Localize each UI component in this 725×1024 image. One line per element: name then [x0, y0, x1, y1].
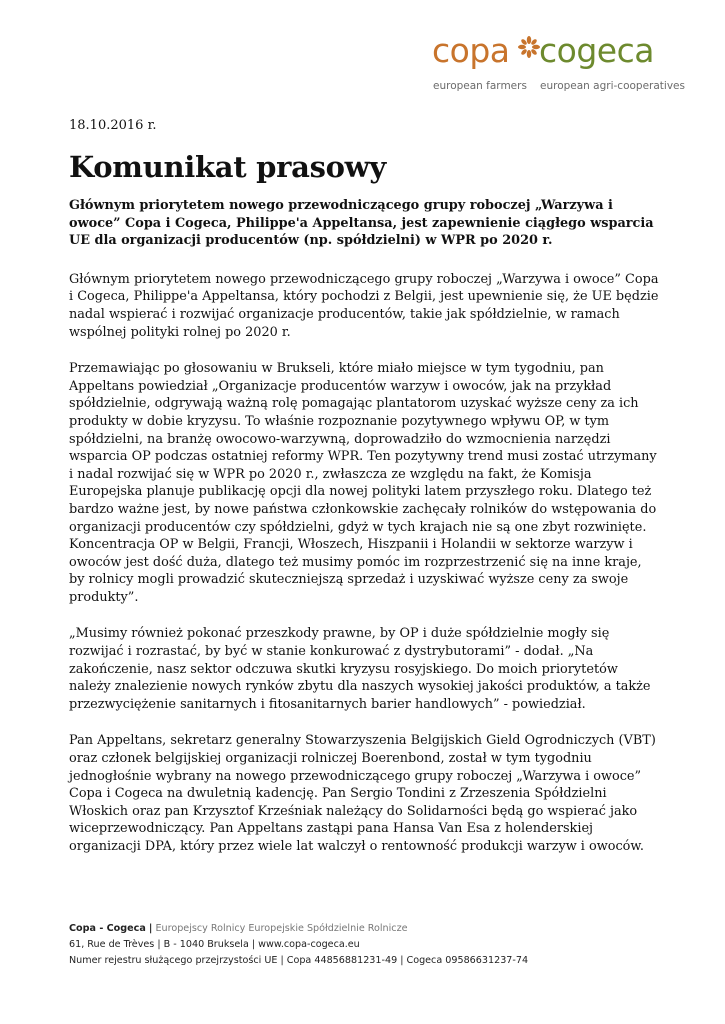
page-footer [69, 921, 528, 969]
footer-org-line [69, 921, 528, 937]
logo-copa-word: copa [432, 31, 510, 70]
copa-cogeca-logo [430, 30, 685, 98]
body-paragraph: Głównym priorytetem nowego przewodniczącego grupy roboczej „Warzywa i owoce” Copa i Cogeca, Philippe'a Appeltansa, który pochodzi z Belgii, jest upewnienie się, że UE będzie nadal wspierać i rozwijać organizacje producentów, takie jak spółdzielnie, w ramach wspólnej polityki rolnej po 2020 r. [69, 271, 659, 340]
logo-cogeca-word: cogeca [539, 31, 654, 70]
logo-cogeca-subtitle: european agri-cooperatives [540, 80, 685, 92]
body-paragraph: „Musimy również pokonać przeszkody prawne, by OP i duże spółdzielnie mogły się rozwijać i rozrastać, by być w stanie konkurować z dystrybutorami” - dodał. „Na zakończenie, nasz sektor odczuwa skutki kryzysu rosyjskiego. Do moich priorytetów należy znalezienie nowych rynków zbytu dla naszych wysokiej jakości produktów, a także przezwyciężenie sanitarnych i fitosanitarnych barier handlowych” - powiedział. [69, 626, 651, 712]
body-paragraph: Pan Appeltans, sekretarz generalny Stowarzyszenia Belgijskich Gield Ogrodniczych (VBT) oraz członek belgijskiej organizacji rolniczej Boerenbond, został w tym tygodniu jednogłośnie wybrany na nowego przewodniczącego grupy roboczej „Warzywa i owoce” Copa i Cogeca na dwuletnią kadencję. Pan Sergio Tondini z Zrzeszenia Spółdzielni Włoskich oraz pan Krzysztof Krześniak należący do Solidarności będą go wspierać jako wiceprzewodniczący. Pan Appeltans zastąpi pana Hansa Van Esa z holenderskiej organizacji DPA, który przez wiele lat walczył o rentowność produkcji warzyw i owoców. [69, 733, 656, 854]
footer-org-name: Copa - Cogeca [69, 923, 146, 934]
footer-registry: Numer rejestru służącego przejrzystości UE | Copa 44856881231-49 | Cogeca 09586631237-74 [69, 955, 529, 966]
lead-paragraph: Głównym priorytetem nowego przewodniczącego grupy roboczej „Warzywa i owoce” Copa i Cogeca, Philippe'a Appeltansa, jest zapewnienie ciągłego wsparcia UE dla organizacji producentów (np. spółdzielni) w WPR po 2020 r. [69, 198, 654, 249]
press-release-body [69, 197, 661, 875]
body-paragraph: Przemawiając po głosowaniu w Brukseli, które miało miejsce w tym tygodniu, pan Appeltans powiedział „Organizacje producentów warzyw i owoców, jak na przykład spółdzielnie, odgrywają ważną rolę pomagając plantatorom uzyskać wyższe ceny za ich produkty w dobie kryzysu. To właśnie rozpoznanie pozytywnego wpływu OP, w tym spółdzielni, na branżę owocowo-warzywną, doprowadziło do wzmocnienia narzędzi wsparcia OP podczas ostatniej reformy WPR. Ten pozytywny trend musi zostać utrzymany i nadal rozwijać się w WPR po 2020 r., zwłaszcza ze względu na fakt, że Komisja Europejska planuje publikację opcji dla nowej polityki latem przyszłego roku. Dlatego też bardzo ważne jest, by nowe państwa członkowskie zachęcały rolników do wstępowania do organizacji producentów czy spółdzielni, gdyż w tych krajach nie są one zbyt rozwinięte. Koncentracja OP w Belgii, Francji, Włoszech, Hiszpanii i Holandii w sektorze warzyw i owoców jest dość duża, dlatego też musimy pomóc im rozprzestrzenić się na inne kraje, by rolnicy mogli prowadzić skuteczniejszą sprzedaż i uzyskiwać wyższe ceny za swoje produkty”. [69, 361, 657, 605]
page-title: Komunikat prasowy [69, 150, 386, 184]
footer-tagline: Europejscy Rolnicy Europejskie Spółdzielnie Rolnicze [155, 923, 408, 934]
wheat-star-icon [518, 36, 540, 58]
footer-separator: | [148, 923, 153, 934]
logo-copa-subtitle: european farmers [433, 80, 527, 92]
footer-address: 61, Rue de Trèves | B - 1040 Bruksela | www.copa-cogeca.eu [69, 939, 360, 950]
press-release-date: 18.10.2016 r. [69, 118, 157, 133]
